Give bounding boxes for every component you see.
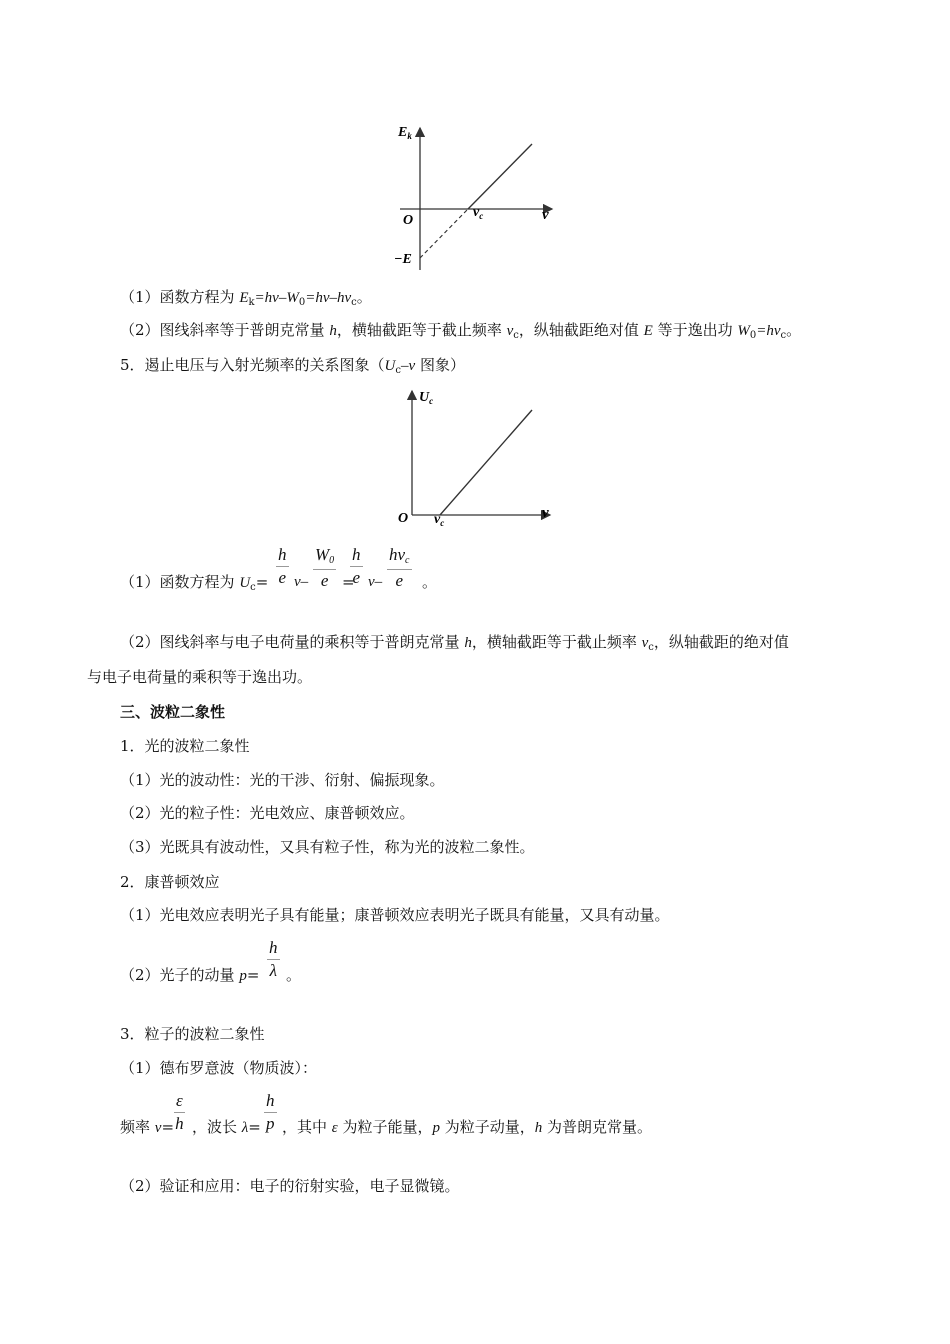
fraction-h-over-e-2: $\frac{h}{e}$: [352, 545, 361, 587]
ek-line: [468, 144, 532, 209]
fraction-h-over-p: $\frac{h}{p}$: [266, 1091, 275, 1133]
fraction-h-over-lambda: $\frac{h}{\lambda}$: [269, 938, 278, 980]
origin-label: O: [403, 213, 414, 228]
y-axis-label: $E_k$: [398, 125, 412, 141]
x-axis-label: ν: [542, 505, 549, 521]
fraction-w0-over-e: $\frac{W0}{e}$: [315, 545, 335, 590]
line-uc-slope-1: （2）图线斜率与电子电荷量的乘积等于普朗克常量 h，横轴截距等于截止频率 $\nu_c$，纵轴截距的绝对值: [120, 633, 789, 653]
line-ek-slope: （2）图线斜率等于普朗克常量 h，横轴截距等于截止频率 $\nu_c$，纵轴截距绝对值 E 等于逸出功 $W_0=h\nu_c$。: [120, 321, 802, 341]
uc-nu-graph: [395, 385, 565, 530]
y-axis-label: $U_c$: [419, 390, 434, 406]
s2-item-2: （2）光子的动量 p= $\frac{h}{\lambda}$ 。: [120, 938, 302, 984]
y-intercept-label: −E: [394, 252, 412, 267]
line-uc-slope-2: 与电子电荷量的乘积等于逸出功。: [87, 668, 313, 686]
dashed-extension: [420, 209, 468, 258]
x-intercept-label: $\nu_c$: [434, 512, 445, 528]
line-ek-equation: （1）函数方程为 $E_k=h\nu-W_0=h\nu-h\nu_c$。: [120, 288, 372, 308]
s1-heading: 1．光的波粒二象性: [120, 737, 250, 755]
fraction-eps-over-h: $\frac{\varepsilon}{h}$: [175, 1091, 184, 1133]
s3-heading: 3．粒子的波粒二象性: [120, 1025, 265, 1043]
line-uc-equation: （1）函数方程为 $U_c=$ $\frac{h}{e}$ ν– $\frac{W0}{e}$ = $\frac{h}{e}$ ν– hνc e 。: [120, 545, 438, 593]
x-intercept-label: $\nu_c$: [473, 205, 484, 221]
s2-item-1: （1）光电效应表明光子具有能量；康普顿效应表明光子既具有能量，又具有动量。: [120, 906, 670, 924]
fraction-h-over-e: $\frac{h}{e}$: [278, 545, 287, 587]
s1-item-1: （1）光的波动性：光的干涉、衍射、偏振现象。: [120, 771, 445, 789]
section-3-heading: 三、波粒二象性: [120, 703, 226, 721]
item-5-heading: 5．遏止电压与入射光频率的关系图象（$U_c-\nu$ 图象）: [120, 356, 465, 376]
ek-nu-graph: [390, 120, 570, 275]
s3-item-2: （2）验证和应用：电子的衍射实验，电子显微镜。: [120, 1177, 460, 1195]
s3-item-1: （1）德布罗意波（物质波）：: [120, 1059, 318, 1077]
x-axis-label: ν: [542, 207, 549, 223]
origin-label: O: [398, 511, 409, 526]
s2-heading: 2．康普顿效应: [120, 873, 220, 891]
s1-item-2: （2）光的粒子性：光电效应、康普顿效应。: [120, 804, 415, 822]
uc-line: [440, 410, 532, 515]
s1-item-3: （3）光既具有波动性，又具有粒子性，称为光的波粒二象性。: [120, 838, 535, 856]
fraction-hnuc-over-e: hνc e: [389, 545, 410, 590]
de-broglie-formulas: 频率 ν= $\frac{\varepsilon}{h}$ ，波长 λ= $\frac{h}{p}$ ，其中 ε 为粒子能量，p 为粒子动量，h 为普朗克常量。: [120, 1091, 653, 1136]
